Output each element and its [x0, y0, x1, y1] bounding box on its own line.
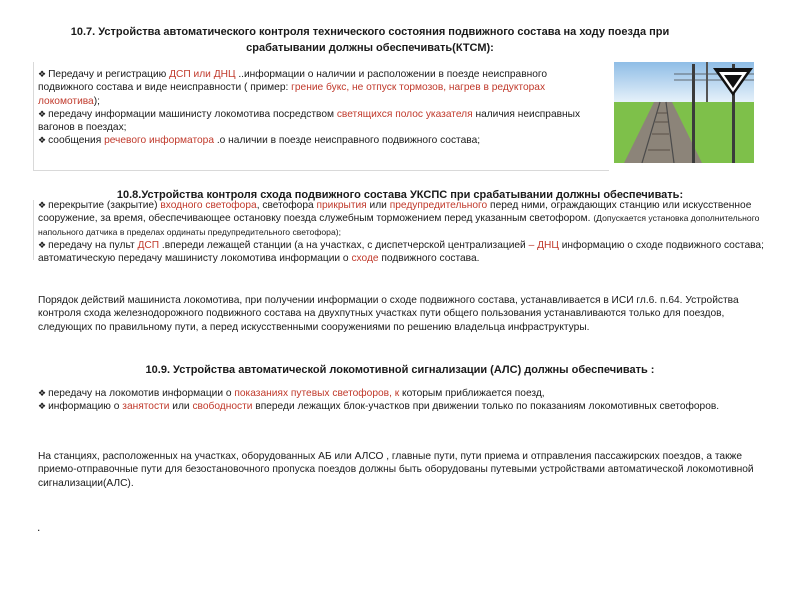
item-highlight: речевого информатора	[104, 135, 215, 147]
railway-photo-icon	[614, 62, 754, 163]
item-highlight: прикрытия	[316, 200, 367, 211]
item-highlight: сходе	[351, 253, 379, 265]
item-text: которым приближается поезд,	[399, 388, 545, 399]
item-highlight: – ДНЦ	[528, 239, 559, 251]
section-10-8-list	[38, 199, 780, 265]
item-text: подвижного состава.	[378, 253, 480, 265]
diamond-bullet-icon: ❖	[38, 69, 47, 79]
section-10-7-title: 10.7. Устройства автоматического контроля технического состояния подвижного состава на ходу поезда при срабатывании должны обеспечивать(КТСМ):	[70, 26, 670, 54]
item-text: .о наличии в поезде неисправного подвижного состава;	[214, 135, 481, 147]
item-text: передачу на пульт	[48, 239, 138, 251]
item-text: ..информации о наличии и расположении в поезде неисправного подвижного состава и виде неисправности ( пример:	[38, 69, 548, 94]
section-10-9-list	[38, 387, 780, 414]
list-item	[38, 134, 598, 147]
list-item	[38, 387, 780, 400]
paragraph-text: Порядок действий машиниста локомотива, при получении информации о сходе подвижного состава, устанавливается в ИСИ гл.6. п.64. Устройства контроля схода железнодорожного подвижного состава на двухпутных участках пути общего пользования устанавливаются только для поездов, следующих по правильному пути, а перед искусственными сооружениями по решению владельца инфраструктуры.	[38, 295, 739, 333]
paragraph-text: На станциях, расположенных на участках, оборудованных АБ или АЛСО , главные пути, пути приема и отправления пассажирских поездов, а также приемо-отправочные пути для безостановочного пропуска поездов должны быть оборудованы путевыми устройствами автоматической локомотивной сигнализации(АЛС).	[38, 451, 754, 489]
section-10-8-paragraph	[38, 294, 780, 334]
section-10-7-list	[38, 68, 598, 148]
item-text: впереди лежащих блок-участков при движении только по показаниям локомотивных светофоров.	[252, 401, 720, 413]
item-highlight: занятости	[122, 401, 170, 413]
item-text: перед ними, ограждающих станцию или искусственное сооружение, за время, обеспечивающее остановку поезда служебным торможением перед указанным светофором.	[38, 200, 752, 225]
item-highlight: грение букс, не отпуск тормозов, нагрев в редукторах локомотива	[38, 82, 546, 107]
diamond-bullet-icon: ❖	[38, 135, 47, 146]
diamond-bullet-icon: ❖	[38, 388, 47, 398]
item-text: Передачу и регистрацию	[48, 69, 170, 80]
item-text: );	[93, 95, 100, 107]
item-note: (Допускается установка дополнительного напольного датчика в пределах ординаты предупредительного светофора);	[38, 213, 760, 237]
list-item	[38, 108, 598, 135]
item-text: перекрытие (закрытие)	[48, 200, 161, 211]
item-highlight: показаниях путевых светофоров, к	[234, 388, 400, 399]
item-highlight: ДСП	[137, 239, 160, 251]
item-text: информацию о	[48, 401, 123, 413]
diamond-bullet-icon: ❖	[38, 401, 47, 412]
list-item	[38, 239, 780, 266]
item-text: информацию о сходе подвижного состава; автоматическую передачу машинисту локомотива информации о	[38, 239, 764, 265]
item-highlight: свободности	[192, 401, 253, 413]
trailing-dot: .	[37, 520, 41, 534]
railway-signal-photo	[614, 62, 754, 163]
section-10-9-title: 10.9. Устройства автоматической локомотивной сигнализации (АЛС) должны обеспечивать :	[145, 364, 655, 376]
diamond-bullet-icon: ❖	[38, 108, 47, 119]
section-10-8-title: 10.8.Устройства контроля схода подвижного состава УКСПС при срабатывании должны обеспечивать:	[116, 189, 684, 201]
item-text: сообщения	[48, 135, 105, 147]
list-item	[38, 68, 598, 108]
section-10-9-paragraph	[38, 450, 780, 490]
item-highlight: светящихся полос указателя	[336, 108, 473, 120]
item-text: или	[366, 200, 390, 211]
item-text: или	[169, 401, 193, 413]
list-item	[38, 199, 780, 239]
list-item	[38, 400, 780, 413]
item-text: .впереди лежащей станции (а на участках, с диспетчерской централизацией	[159, 239, 529, 251]
item-highlight: ДСП или ДНЦ	[169, 69, 236, 80]
item-text: передачу информации машинисту локомотива посредством	[48, 108, 337, 120]
item-highlight: входного светофора	[160, 200, 257, 211]
item-highlight: предупредительного	[389, 200, 488, 211]
item-text: передачу на локомотив информации о	[48, 388, 235, 399]
item-text: наличия неисправных вагонов в поездах;	[38, 108, 581, 134]
item-text: , светофора	[256, 200, 317, 211]
diamond-bullet-icon: ❖	[38, 239, 47, 250]
diamond-bullet-icon: ❖	[38, 200, 47, 210]
